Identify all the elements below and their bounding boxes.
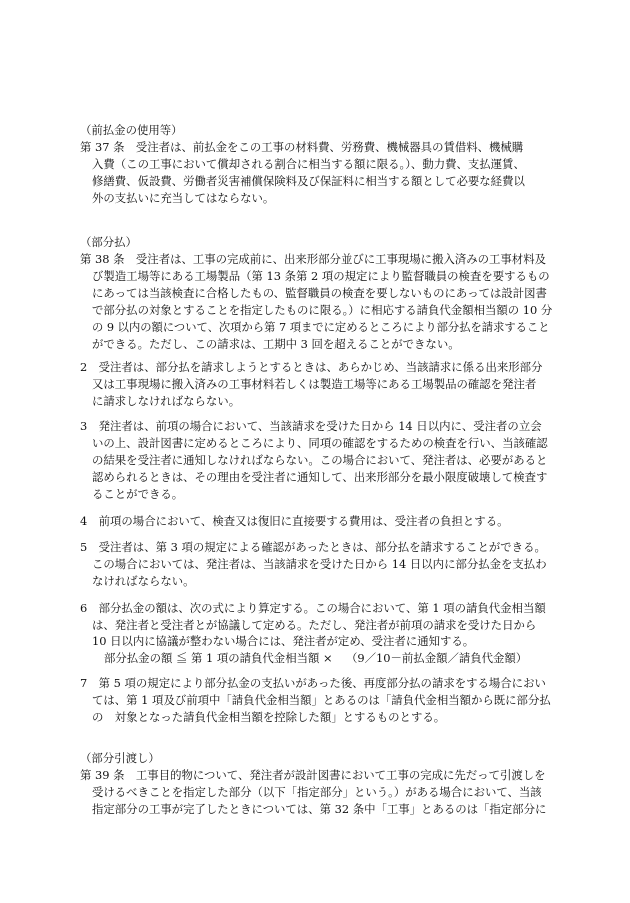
paragraph-3-line: 認められるときは、その理由を受注者に通知して、出来形部分を最小限度破壊して検査す (92, 470, 548, 484)
article-38-line: で部分払の対象とすることを指定したものに限る。）に相応する請負代金額相当額の 10 分 (92, 303, 553, 317)
article-38-line: ができる。ただし、この請求は、工期中 3 回を超えることができない。 (92, 337, 460, 351)
article-38-line: にあっては当該検査に合格したもの、監督職員の検査を要しないものにあっては設計図書 (92, 286, 547, 300)
paragraph-7-line: の 対象となった請負代金相当額を控除した額」とするものとする。 (92, 710, 446, 724)
formula-right: （9／10－前払金額／請負代金額） (346, 651, 528, 665)
paragraph-7-line: 7 第 5 項の規定により部分払金の支払いがあった後、再度部分払の請求をする場合におい (80, 676, 546, 690)
article-37-line: 外の支払いに充当してはならない。 (92, 191, 275, 205)
paragraph-5-line: なければならない。 (92, 574, 195, 588)
article-39-line: 第 39 条 工事目的物について、発注者が設計図書において工事の完成に先だって引渡しを (80, 768, 546, 782)
paragraph-3-line: 3 発注者は、前項の場合において、当該請求を受けた日から 14 日以内に、受注者の立会 (80, 419, 542, 433)
paragraph-3-line: ることができる。 (92, 487, 184, 501)
paragraph-3-line: の結果を受注者に通知しなければならない。この場合において、発注者は、必要があると (92, 453, 548, 467)
paragraph-2-line: に請求しなければならない。 (92, 394, 241, 408)
formula-left: 部分払金の額 ≦ 第 1 項の請負代金相当額 × (104, 651, 333, 665)
article-39-line: 指定部分の工事が完了したときについては、第 32 条中「工事」とあるのは「指定部分に (92, 802, 547, 816)
paragraph-6-line: 10 日以内に協議が整わない場合には、発注者が定め、受注者に通知する。 (92, 634, 475, 648)
article-38-line: び製造工場等にある工場製品（第 13 条第 2 項の規定により監督職員の検査を要するもの (92, 269, 550, 283)
paragraph-6-line: 6 部分払金の額は、次の式により算定する。この場合において、第 1 項の請負代金相当額 (80, 601, 546, 615)
paragraph-2-line: 又は工事現場に搬入済みの工事材料若しくは製造工場等にある工場製品の確認を発注者 (92, 377, 537, 391)
article-37-line: 入費（この工事において償却される割合に相当する額に限る。）、動力費、支払運賃、 (92, 157, 525, 171)
paragraph-2-line: 2 受注者は、部分払を請求しようとするときは、あらかじめ、当該請求に係る出来形部分 (80, 360, 543, 374)
article-37-line: 修繕費、仮設費、労働者災害補償保険料及び保証料に相当する額として必要な経費以 (92, 174, 525, 188)
article-38-heading: （部分払） (80, 235, 137, 249)
paragraph-6-line: は、発注者と受注者とが協議して定める。ただし、発注者が前項の請求を受けた日から (92, 618, 537, 632)
article-39-line: 受けるべきことを指定した部分（以下「指定部分」という。）がある場合において、当該 (92, 785, 542, 799)
article-37-heading: （前払金の使用等） (80, 123, 183, 137)
paragraph-7-line: ては、第 1 項及び前項中「請負代金相当額」とあるのは「請負代金相当額から既に部分払 (92, 693, 551, 707)
article-37-line: 第 37 条 受注者は、前払金をこの工事の材料費、労務費、機械器具の賃借料、機械購 (80, 140, 524, 154)
paragraph-3-line: いの上、設計図書に定めるところにより、同項の確認をするための検査を行い、当該確認 (92, 436, 548, 450)
article-38-line: 第 38 条 受注者は、工事の完成前に、出来形部分並びに工事現場に搬入済みの工事材料及 (80, 252, 546, 266)
paragraph-5-line: 5 受注者は、第 3 項の規定による確認があったときは、部分払を請求することができる。 (80, 540, 546, 554)
paragraph-5-line: この場合においては、発注者は、当該請求を受けた日から 14 日以内に部分払金を支払わ (92, 557, 547, 571)
article-38-line: の 9 以内の額について、次項から第 7 項までに定めるところにより部分払を請求すること (92, 321, 550, 334)
paragraph-4-line: 4 前項の場合において、検査又は復旧に直接要する費用は、受注者の負担とする。 (80, 514, 509, 528)
article-39-heading: （部分引渡し） (80, 751, 160, 765)
